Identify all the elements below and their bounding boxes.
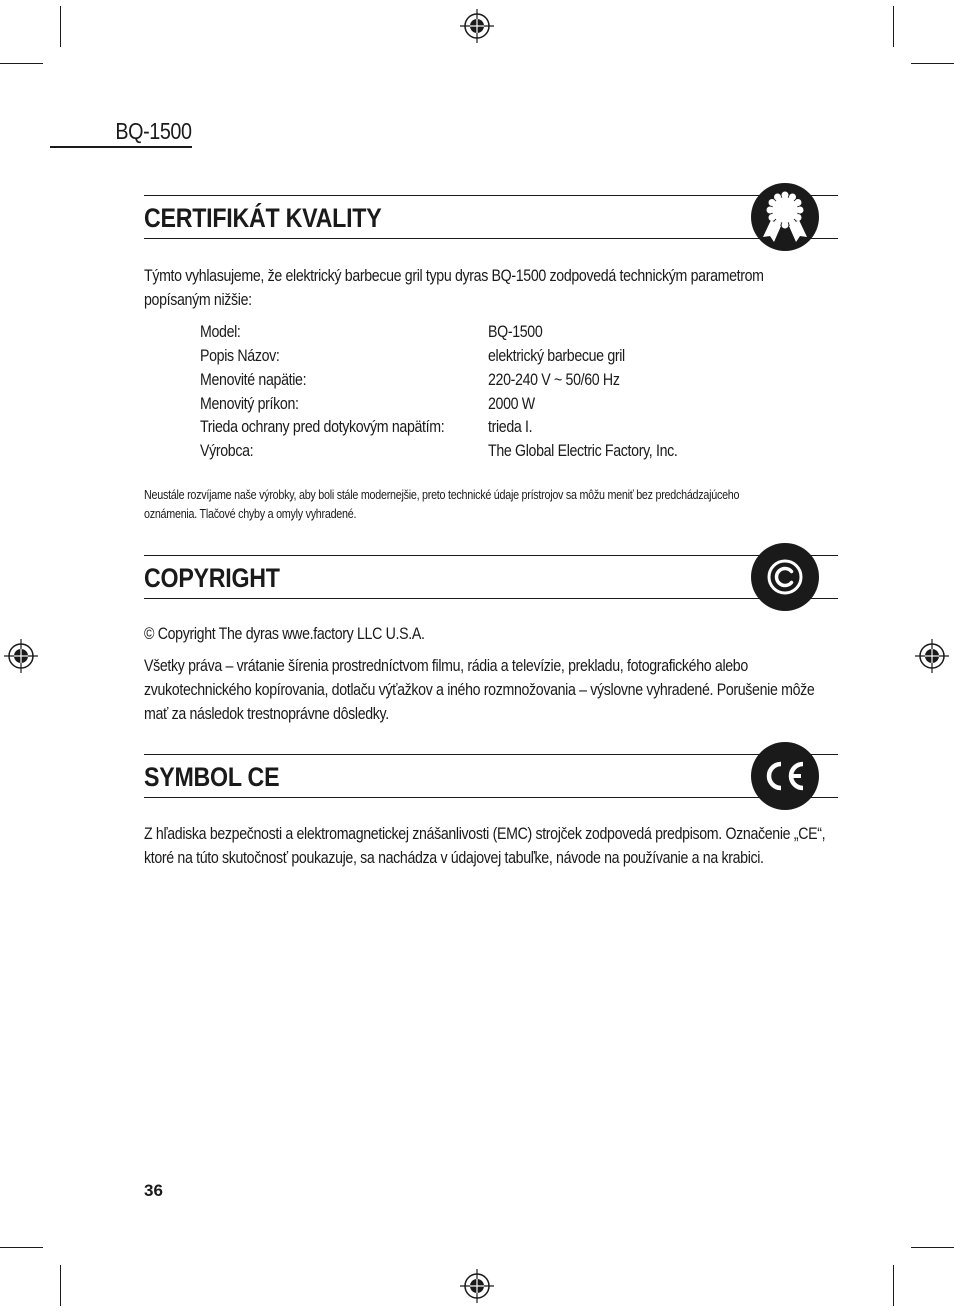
certificate-note-line: oznámenia. Tlačové chyby a omyly vyhradené.: [144, 507, 357, 521]
crop-mark: [60, 6, 61, 47]
spec-label: [200, 320, 247, 344]
spec-label-text: Menovitý príkon:: [200, 395, 299, 413]
registration-mark-icon: [4, 639, 38, 673]
ce-paragraph: [144, 822, 844, 870]
spec-value-text: 2000 W: [488, 395, 535, 413]
crop-mark: [893, 1265, 894, 1306]
copyright-paragraph-line: Všetky práva – vrátanie šírenia prostredníctvom filmu, rádia a televízie, prekladu, fotografického alebo: [144, 657, 748, 675]
model-header-text: BQ-1500: [115, 118, 192, 144]
certificate-intro-line: Týmto vyhlasujeme, že elektrický barbecue gril typu dyras BQ-1500 zodpovedá technickým parametrom: [144, 267, 764, 285]
spec-value-text: elektrický barbecue gril: [488, 347, 625, 365]
spec-label: [200, 368, 323, 392]
spec-label: [200, 439, 262, 463]
spec-value: [488, 415, 539, 439]
certificate-intro-line: popísaným nižšie:: [144, 291, 252, 309]
crop-mark: [893, 6, 894, 47]
crop-mark: [60, 1265, 61, 1306]
registration-mark-icon: [460, 1269, 494, 1303]
model-header: [50, 116, 192, 148]
spec-value: [488, 320, 551, 344]
copyright-line-text: © Copyright The dyras wwe.factory LLC U.S.A.: [144, 625, 425, 643]
certificate-title: CERTIFIKÁT KVALITY: [144, 203, 382, 233]
certificate-section-header: [144, 195, 838, 239]
rosette-icon: [750, 182, 820, 252]
certificate-note: [144, 486, 836, 524]
spec-value-text: The Global Electric Factory, Inc.: [488, 442, 678, 460]
crop-mark: [0, 1247, 43, 1248]
copyright-paragraph: [144, 654, 844, 726]
certificate-note-line: Neustále rozvíjame naše výrobky, aby boli stále modernejšie, preto technické údaje prístrojov sa môžu meniť bez predchádzajúceho: [144, 488, 740, 502]
spec-value: [488, 439, 708, 463]
spec-label-text: Model:: [200, 323, 241, 341]
spec-value-text: 220-240 V ~ 50/60 Hz: [488, 371, 620, 389]
registration-mark-icon: [915, 639, 949, 673]
copyright-icon: [750, 542, 820, 612]
copyright-paragraph-line: zvukotechnického kopírovania, dotlaču výťažkov a iného rozmnožovania – výslovne vyhradené. Porušenie môže: [144, 681, 815, 699]
spec-value-text: trieda I.: [488, 418, 533, 436]
spec-label: [200, 344, 292, 368]
spec-label: [200, 415, 484, 439]
spec-label-text: Popis Názov:: [200, 347, 280, 365]
certificate-intro: [144, 264, 844, 312]
ce-paragraph-line: ktoré na túto skutočnosť poukazuje, sa nachádza v údajovej tabuľke, návode na používanie a na krabici.: [144, 849, 764, 867]
ce-title: SYMBOL CE: [144, 762, 280, 792]
page-number: 36: [144, 1181, 163, 1200]
crop-mark: [0, 63, 43, 64]
spec-value: [488, 344, 647, 368]
spec-value: [488, 368, 641, 392]
copyright-line: [144, 622, 844, 646]
ce-paragraph-line: Z hľadiska bezpečnosti a elektromagnetickej znášanlivosti (EMC) strojček zodpovedá predpisom. Označenie „CE“,: [144, 825, 826, 843]
spec-label-text: Menovité napätie:: [200, 371, 307, 389]
crop-mark: [911, 63, 954, 64]
spec-label-text: Výrobca:: [200, 442, 254, 460]
registration-mark-icon: [460, 9, 494, 43]
crop-mark: [911, 1247, 954, 1248]
ce-section-header: [144, 754, 838, 798]
ce-mark-icon: [750, 741, 820, 811]
spec-label: [200, 392, 315, 416]
spec-label-text: Trieda ochrany pred dotykovým napätím:: [200, 418, 445, 436]
spec-value: [488, 392, 542, 416]
copyright-section-header: [144, 555, 838, 599]
spec-value-text: BQ-1500: [488, 323, 543, 341]
copyright-paragraph-line: mať za následok trestnoprávne dôsledky.: [144, 705, 389, 723]
copyright-title: COPYRIGHT: [144, 563, 280, 593]
